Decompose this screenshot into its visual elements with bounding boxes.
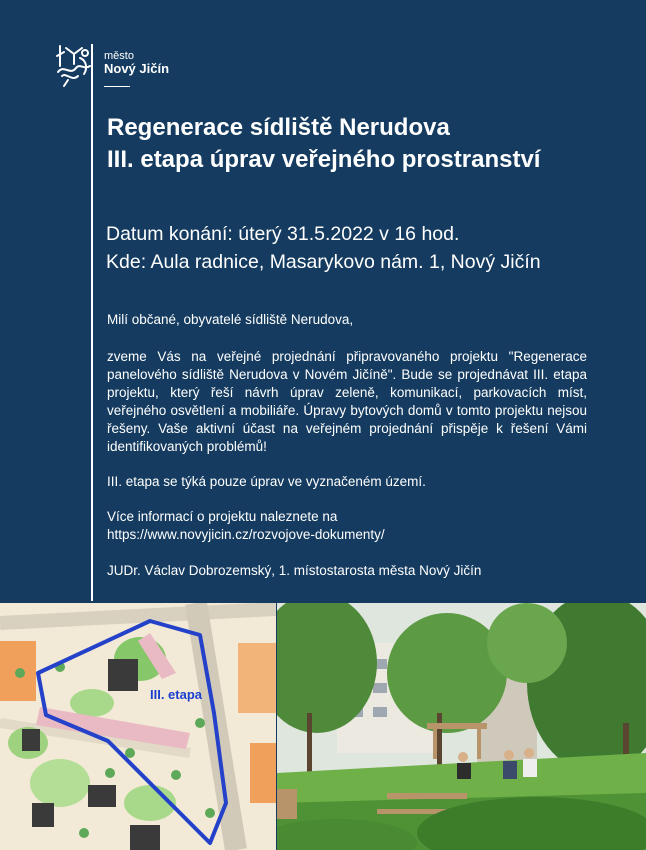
city-logo-text <box>104 50 169 76</box>
project-url-link[interactable]: https://www.novyjicin.cz/rozvojove-dokumenty/ <box>107 527 385 542</box>
logo-underline <box>104 86 130 87</box>
signature: JUDr. Václav Dobrozemský, 1. místostarosta města Nový Jičín <box>107 563 482 578</box>
logo-city-name: Nový Jičín <box>104 61 170 77</box>
map-stage-label: III. etapa <box>150 687 203 702</box>
greeting-text: Milí občané, obyvatelé sídliště Nerudova, <box>107 312 354 327</box>
page-title <box>107 112 540 176</box>
title-line-1: Regenerace sídliště Nerudova <box>107 114 450 141</box>
event-details <box>106 220 541 276</box>
invitation-paragraph: zveme Vás na veřejné projednání připravovaného projektu "Regenerace panelového sídliště Nerudova v Novém Jičíně". Bude se projednávat III. etapa projektu, který řeší návrh úprav zeleně, komunikací, parkovacích míst, veřejného osvětlení a mobiliáře. Úpravy bytových domů v tomto projektu nejsou řešeny. Vaše aktivní účast na veřejném projednání přispěje k řešení Vámi identifikovaných problémů! <box>107 349 587 454</box>
site-plan-map <box>0 603 276 850</box>
images-strip <box>0 603 646 850</box>
more-info <box>107 508 587 544</box>
event-place: Kde: Aula radnice, Masarykovo nám. 1, Nový Jičín <box>106 251 541 273</box>
invitation-body <box>107 311 587 580</box>
event-date: Datum konání: úterý 31.5.2022 v 16 hod. <box>106 223 460 245</box>
vertical-divider-line <box>91 44 93 601</box>
park-photo <box>277 603 646 850</box>
more-info-text: Více informací o projektu naleznete na <box>107 509 338 524</box>
stage-note: III. etapa se týká pouze úprav ve vyznačeném území. <box>107 474 426 489</box>
title-line-2: III. etapa úprav veřejného prostranství <box>107 146 541 173</box>
city-coat-of-arms-icon <box>54 42 94 88</box>
logo-prefix: město <box>104 50 134 62</box>
